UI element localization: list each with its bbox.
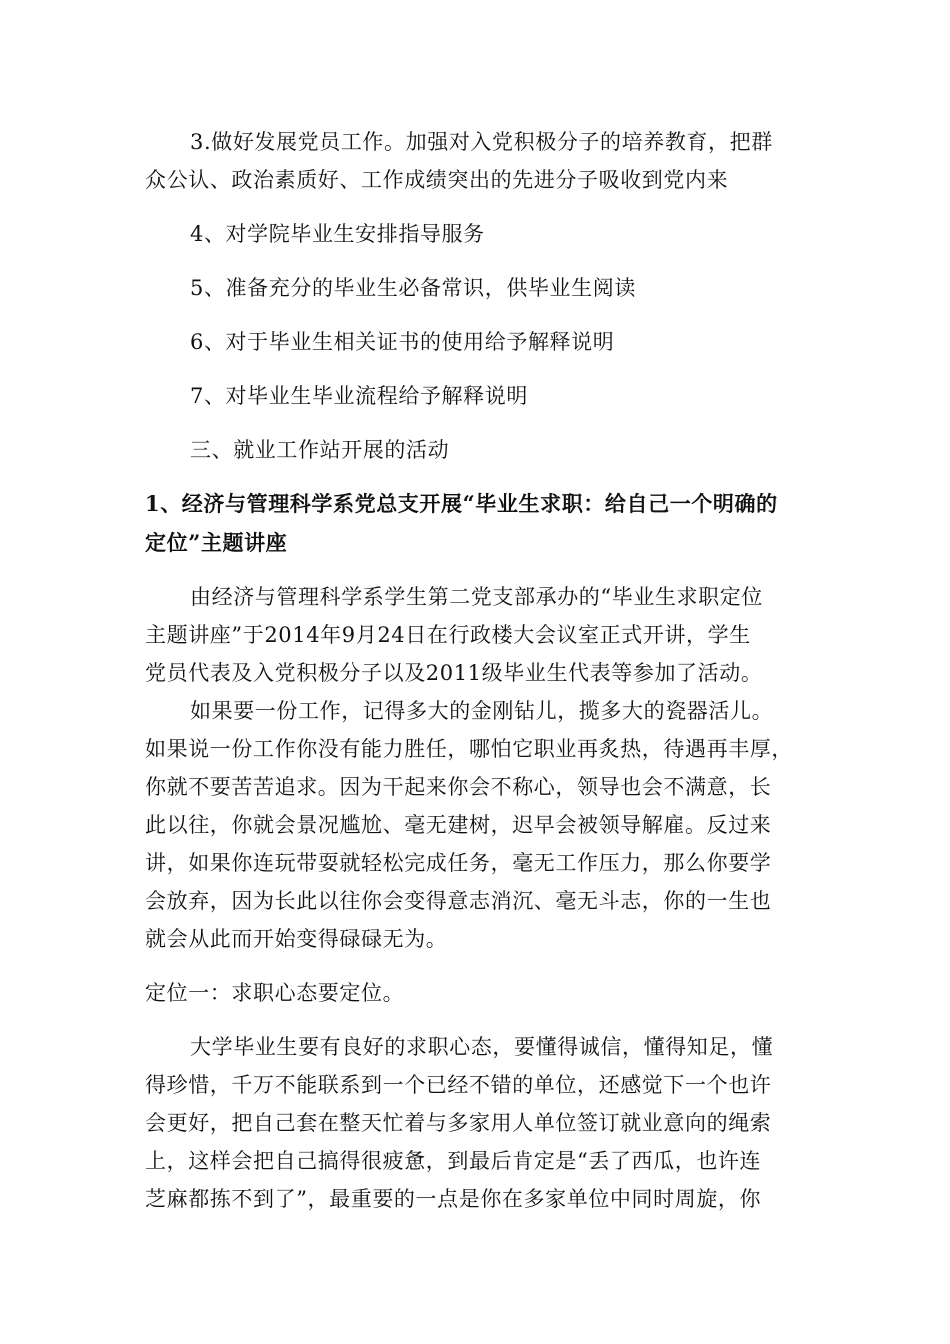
paragraph-line: 此以往，你就会景况尴尬、毫无建树，迟早会被领导解雇。反过来 [145,813,772,837]
paragraph-line: 党员代表及入党积极分子以及2011级毕业生代表等参加了活动。 [145,661,763,685]
paragraph-line: 由经济与管理科学系学生第二党支部承办的“毕业生求职定位 [190,585,763,609]
subsection-heading: 定位”主题讲座 [145,530,288,555]
list-item: 7、对毕业生毕业流程给予解释说明 [190,384,528,408]
paragraph-line: 得珍惜，千万不能联系到一个已经不错的单位，还感觉下一个也许 [145,1073,772,1097]
paragraph-line: 会放弃，因为长此以往你会变得意志消沉、毫无斗志，你的一生也 [145,889,772,913]
paragraph-line: 如果要一份工作，记得多大的金刚钻儿，揽多大的瓷器活儿。 [190,699,774,723]
paragraph-line: 讲，如果你连玩带耍就轻松完成任务，毫无工作压力，那么你要学 [145,851,772,875]
text-line: 3.做好发展党员工作。加强对入党积极分子的培养教育，把群 [190,130,773,154]
paragraph-line: 会更好，把自己套在整天忙着与多家用人单位签订就业意向的绳索 [145,1111,772,1135]
text-line: 众公认、政治素质好、工作成绩突出的先进分子吸收到党内来 [145,168,729,192]
section-heading: 三、就业工作站开展的活动 [190,438,450,462]
list-item: 5、准备充分的毕业生必备常识，供毕业生阅读 [190,276,636,300]
list-item: 6、对于毕业生相关证书的使用给予解释说明 [190,330,615,354]
paragraph-line: 就会从此而开始变得碌碌无为。 [145,927,448,951]
paragraph-line: 如果说一份工作你没有能力胜任，哪怕它职业再炙热，待遇再丰厚， [145,737,793,761]
paragraph-line: 上，这样会把自己搞得很疲惫，到最后肯定是“丢了西瓜，也许连 [145,1149,762,1173]
list-item: 4、对学院毕业生安排指导服务 [190,222,485,246]
subsection-heading: 1、经济与管理科学系党总支开展“毕业生求职：给自己一个明确的 [145,491,778,516]
paragraph-line: 定位一：求职心态要定位。 [145,981,405,1005]
paragraph-line: 大学毕业生要有良好的求职心态，要懂得诚信，懂得知足，懂 [190,1035,774,1059]
paragraph-line: 主题讲座”于2014年9月24日在行政楼大会议室正式开讲，学生 [145,623,751,647]
paragraph-line: 你就不要苦苦追求。因为干起来你会不称心，领导也会不满意，长 [145,775,772,799]
paragraph-line: 芝麻都拣不到了”，最重要的一点是你在多家单位中同时周旋，你 [145,1187,762,1211]
